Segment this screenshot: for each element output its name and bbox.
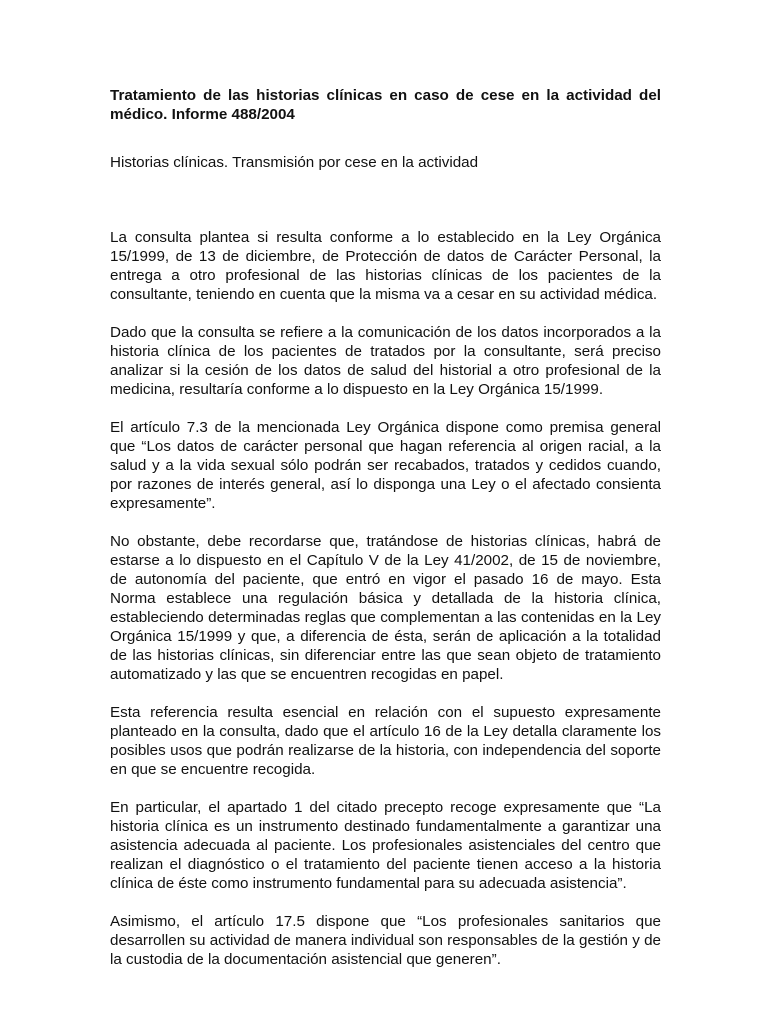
paragraph-6: En particular, el apartado 1 del citado precepto recoge expresamente que “La historia clínica es un instrumento destinado fundamentalmente a garantizar una asistencia adecuada al paciente. Los profesionales asistenciales del centro que realizan el diagnóstico o el tratamiento del paciente tienen acceso a la historia clínica de éste como instrumento fundamental para su adecuada asistencia”. — [110, 799, 661, 892]
document-title: Tratamiento de las historias clínicas en caso de cese en la actividad del médico. Informe 488/2004 — [110, 87, 661, 123]
paragraph-3: El artículo 7.3 de la mencionada Ley Orgánica dispone como premisa general que “Los datos de carácter personal que hagan referencia al origen racial, a la salud y a la vida sexual sólo podrán ser recabados, tratados y cedidos cuando, por razones de interés general, así lo disponga una Ley o el afectado consienta expresamente”. — [110, 419, 661, 512]
document-body — [110, 86, 661, 969]
paragraph-5: Esta referencia resulta esencial en relación con el supuesto expresamente planteado en la consulta, dado que el artículo 16 de la Ley detalla claramente los posibles usos que podrán realizarse de la historia, con independencia del soporte en que se encuentre recogida. — [110, 704, 661, 778]
paragraph-7: Asimismo, el artículo 17.5 dispone que “Los profesionales sanitarios que desarrollen su actividad de manera individual son responsables de la gestión y de la custodia de la documentación asistencial que generen”. — [110, 913, 661, 968]
document-subtitle: Historias clínicas. Transmisión por cese en la actividad — [110, 154, 479, 171]
paragraph-4: No obstante, debe recordarse que, tratándose de historias clínicas, habrá de estarse a lo dispuesto en el Capítulo V de la Ley 41/2002, de 15 de noviembre, de autonomía del paciente, que entró en vigor el pasado 16 de mayo. Esta Norma establece una regulación básica y detallada de la historia clínica, estableciendo determinadas reglas que complementan a las contenidas en la Ley Orgánica 15/1999 y que, a diferencia de ésta, serán de aplicación a la totalidad de las historias clínicas, sin diferenciar entre las que sean objeto de tratamiento automatizado y las que se encuentren recogidas en papel. — [110, 533, 661, 683]
paragraph-2: Dado que la consulta se refiere a la comunicación de los datos incorporados a la historia clínica de los pacientes de tratados por la consultante, será preciso analizar si la cesión de los datos de salud del historial a otro profesional de la medicina, resultaría conforme a lo dispuesto en la Ley Orgánica 15/1999. — [110, 324, 661, 398]
paragraph-1: La consulta plantea si resulta conforme a lo establecido en la Ley Orgánica 15/1999, de 13 de diciembre, de Protección de datos de Carácter Personal, la entrega a otro profesional de las historias clínicas de los pacientes de la consultante, teniendo en cuenta que la misma va a cesar en su actividad médica. — [110, 229, 661, 303]
